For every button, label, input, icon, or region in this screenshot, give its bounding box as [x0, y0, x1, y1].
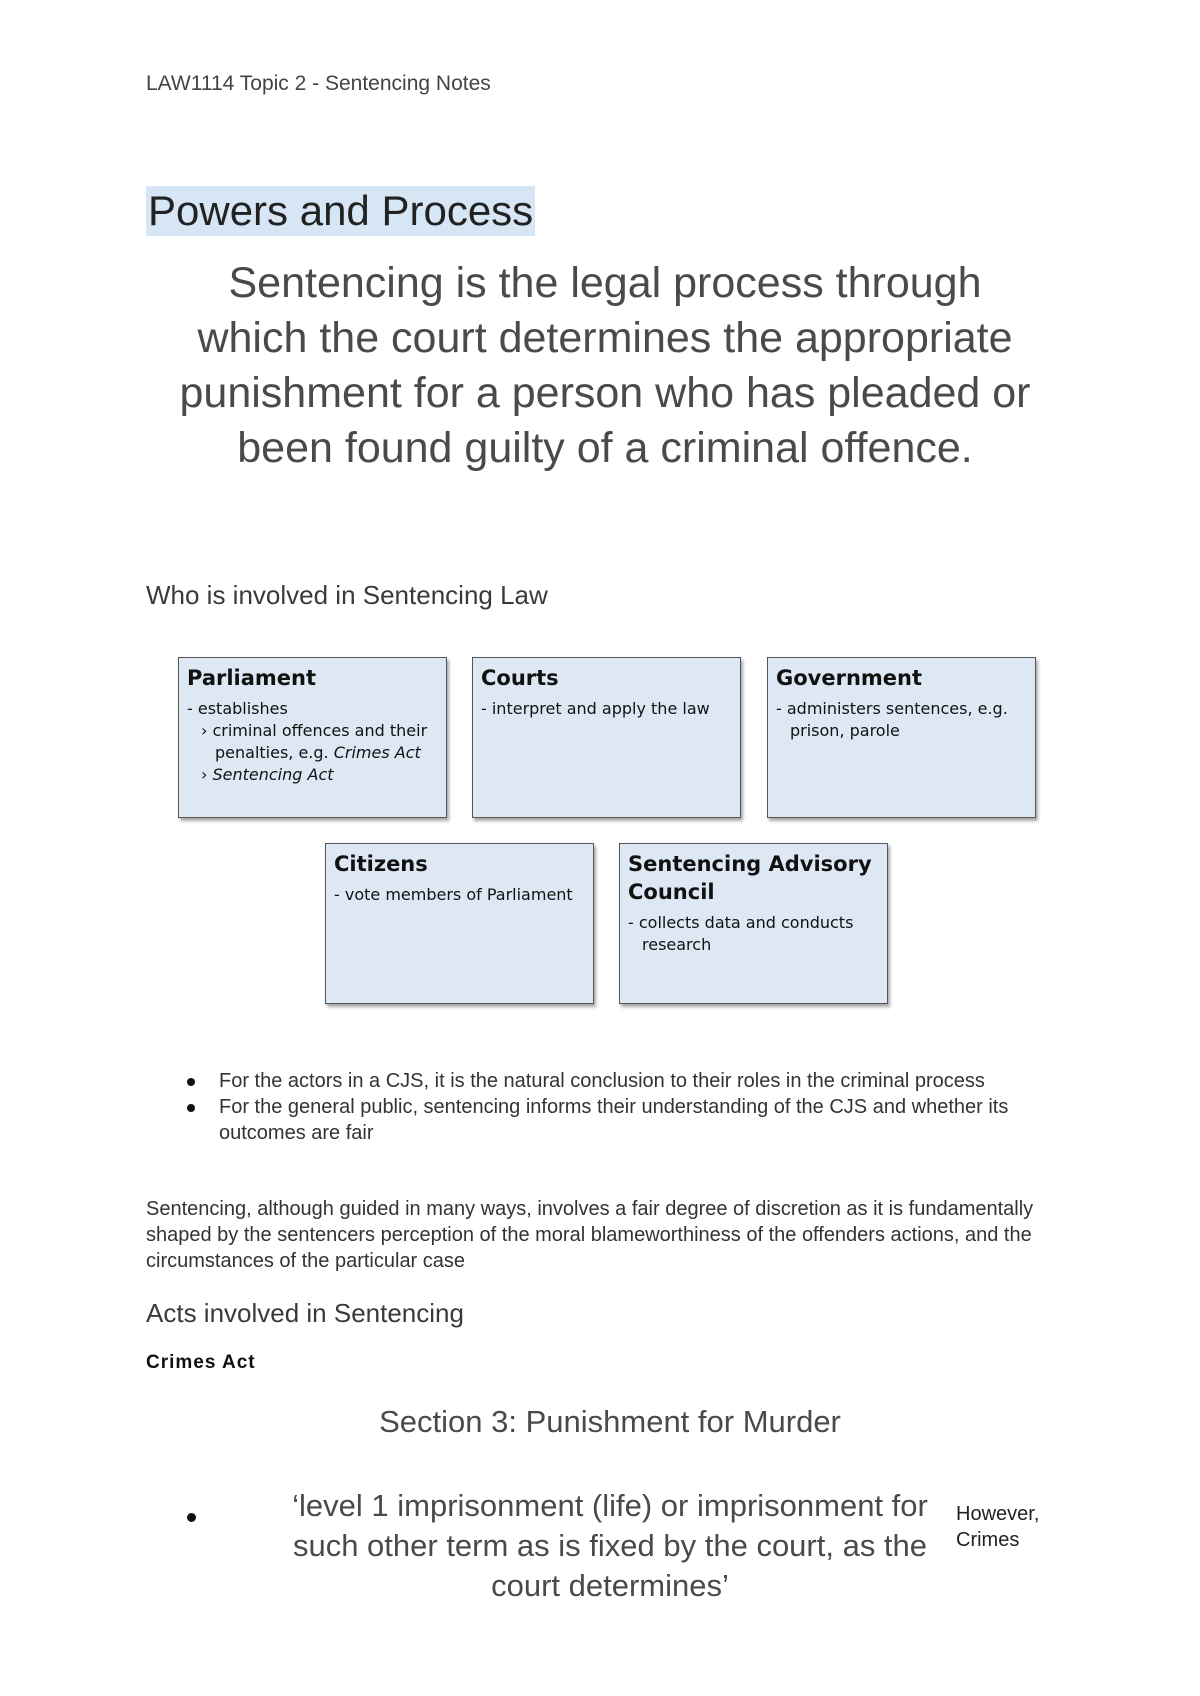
card-line: - collects data and conducts	[628, 913, 854, 932]
card-title: Sentencing Advisory Council	[628, 852, 872, 904]
card-courts	[472, 657, 741, 818]
card-line: › criminal offences and their	[201, 721, 428, 740]
definition-text: Sentencing is the legal process through which the court determines the appropriate punishment for a person who has pleaded or been found guilty of a criminal offence.	[179, 259, 1031, 472]
section3-title: Section 3: Punishment for Murder	[379, 1404, 841, 1439]
card-title: Citizens	[334, 852, 428, 876]
list-item: For the general public, sentencing informs their understanding of the CJS and whether its outcomes are fair	[176, 1094, 1036, 1146]
card-sentencing-advisory-council	[619, 843, 888, 1004]
card-citizens	[325, 843, 594, 1004]
section3-quote: ‘level 1 imprisonment (life) or imprisonment for such other term as is fixed by the court, as the court determines’	[292, 1488, 928, 1603]
involved-heading: Who is involved in Sentencing Law	[146, 580, 548, 610]
card-title: Parliament	[187, 666, 317, 690]
card-parliament	[178, 657, 447, 818]
acts-heading: Acts involved in Sentencing	[146, 1298, 464, 1328]
card-government	[767, 657, 1036, 818]
card-line: penalties, e.g. Crimes Act	[215, 743, 421, 762]
card-line: research	[642, 935, 712, 954]
side-note: However, Crimes	[956, 1503, 1040, 1551]
card-line: › Sentencing Act	[201, 765, 334, 784]
card-line: - vote members of Parliament	[334, 885, 573, 904]
bullet-dot-icon	[187, 1513, 196, 1522]
crimes-act-heading: Crimes Act	[146, 1352, 256, 1373]
card-line: prison, parole	[790, 721, 900, 740]
bullet-list	[176, 1068, 1036, 1146]
card-line: - establishes	[187, 699, 288, 718]
card-title: Courts	[481, 666, 559, 690]
card-line: - interpret and apply the law	[481, 699, 710, 718]
card-line: - administers sentences, e.g.	[776, 699, 1008, 718]
section-title: Powers and Process	[148, 187, 534, 234]
discretion-paragraph: Sentencing, although guided in many ways, involves a fair degree of discretion as it is fundamentally shaped by the sentencers perception of the moral blameworthiness of the offenders actions, and the circumstances of the particular case	[146, 1198, 1034, 1272]
card-title: Government	[776, 666, 923, 690]
document-header: LAW1114 Topic 2 - Sentencing Notes	[146, 72, 491, 95]
list-item: For the actors in a CJS, it is the natural conclusion to their roles in the criminal process	[176, 1068, 1036, 1094]
